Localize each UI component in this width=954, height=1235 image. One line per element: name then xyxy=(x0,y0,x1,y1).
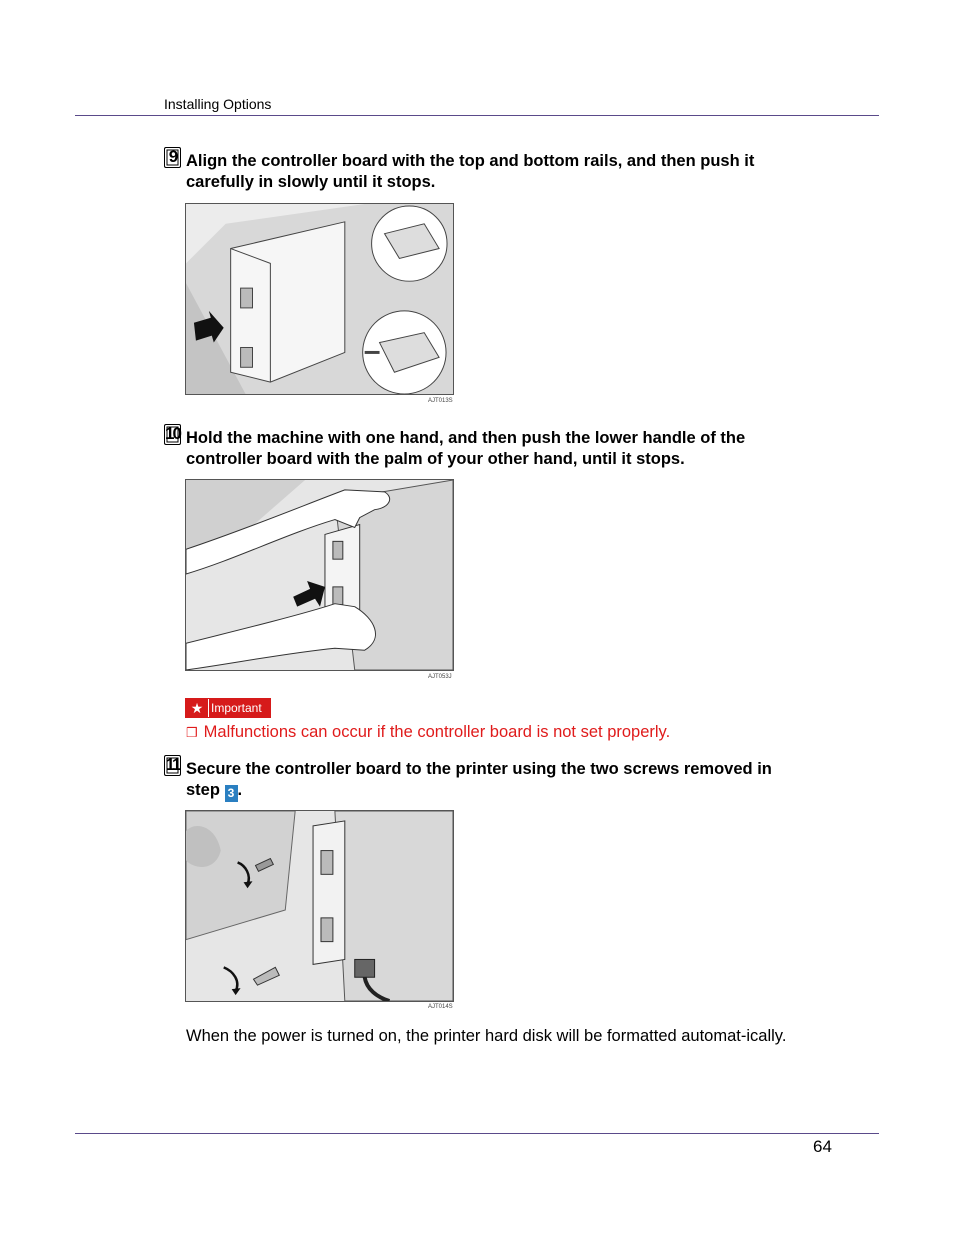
illustration-screws xyxy=(186,811,453,1001)
step-11-text-after: . xyxy=(237,781,243,799)
step-number-9: 9 xyxy=(164,147,181,168)
figure-secure-screws xyxy=(185,810,454,1002)
footer-rule xyxy=(75,1133,879,1134)
figure-controller-board-insert xyxy=(185,203,454,395)
figure-code-10: AJT053J xyxy=(428,674,452,680)
important-badge xyxy=(185,698,271,718)
figure-code-11: AJT014S xyxy=(428,1004,453,1010)
section-title: Installing Options xyxy=(164,96,272,112)
step-9-text: Align the controller board with the top and bottom rails, and then push it carefully in slowly until it stops. xyxy=(186,152,755,191)
figure-push-lower-handle xyxy=(185,479,454,671)
figure-code-9: AJT013S xyxy=(428,398,453,404)
page-number: 64 xyxy=(813,1137,832,1156)
step-number-10: 10 xyxy=(165,424,180,443)
step-number-11: 11 xyxy=(165,755,180,774)
important-note xyxy=(186,723,670,742)
star-icon: ★ xyxy=(186,699,208,717)
illustration-insert-board xyxy=(186,204,453,394)
header-rule xyxy=(75,115,879,116)
step-11-text xyxy=(186,759,806,802)
checkbox-bullet-icon: ❒ xyxy=(186,725,198,740)
step-11-text-before: Secure the controller board to the printer using the two screws removed in step xyxy=(186,760,772,799)
important-label: Important xyxy=(208,699,271,717)
important-note-text: Malfunctions can occur if the controller board is not set properly. xyxy=(203,723,671,741)
step-ref-link[interactable]: 3 xyxy=(225,785,238,802)
illustration-push-handle xyxy=(186,480,453,670)
body-paragraph: When the power is turned on, the printer hard disk will be formatted automat-ically. xyxy=(186,1027,787,1045)
step-10-text: Hold the machine with one hand, and then push the lower handle of the controller board with the palm of your other hand, until it stops. xyxy=(186,429,746,468)
